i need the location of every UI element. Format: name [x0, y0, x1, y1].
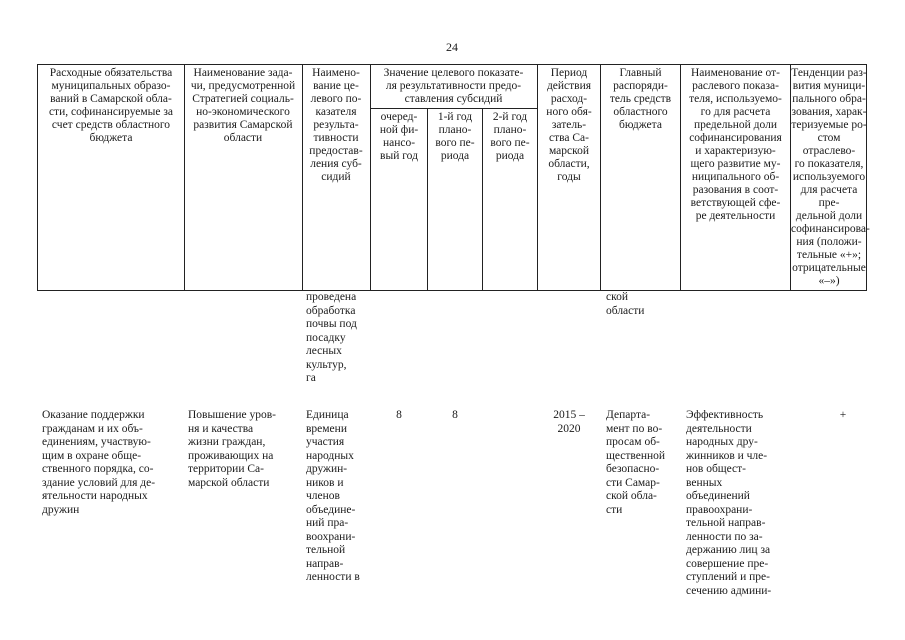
- header-sector-indicator: Наименование от- раслевого показа- теля, используемо- го для расчета предельной доли софинансирования и характеризую- щего развитие му- ниципального об- разования в соот- ветствующей сфе- ре деятельности: [689, 67, 782, 222]
- row-value-current-year: 8: [396, 409, 402, 421]
- header-current-year: очеред- ной фи- нансо- вый год: [379, 111, 419, 162]
- row-administrator: Департа- мент по во- просам об- щественной безопасно- сти Самар- ской обла- сти: [606, 409, 666, 516]
- header-task: Наименование зада- чи, предусмотренной Стратегией социаль- но-экономического развития Самарской области: [190, 67, 296, 144]
- header-second-plan-year: 2-й год плано- вого пе- риода: [490, 111, 530, 162]
- header-obligations: Расходные обязательства муниципальных образо- ваний в Самарской обла- сти, софинансируемые за счет средств областного бюджета: [48, 67, 174, 144]
- header-trend: Тенденции раз- вития муници- пального обра- зования, харак- теризуемые ро- стом отраслево- го показателя, используемого для расчета пре- дельной доли софинансирова- ния (положи- тельные «+»; отрицательные «–»): [791, 67, 870, 287]
- row-value-first-plan-year: 8: [452, 409, 458, 421]
- header-indicator: Наимено- вание це- левого по- казателя результа- тивности предостав- ления суб- сидий: [309, 67, 363, 183]
- row-sector-indicator: Эффективность деятельности народных дру- жинников и чле- нов общест- венных объединений правоохрани- тельной направ- ленности по за- держанию лиц за совершение пре- ступлений и пре- сечению админи-: [686, 409, 772, 597]
- header-first-plan-year: 1-й год плано- вого пе- риода: [435, 111, 475, 162]
- row-obligation: Оказание поддержки гражданам и их объ- единениям, участвую- щим в охране обще- ственного порядка, со- здание условий для де- ятельности народных дружин: [42, 409, 156, 516]
- subheader-line: [370, 108, 537, 109]
- continued-administrator-text: ской области: [606, 291, 645, 317]
- page-number: 24: [446, 40, 458, 54]
- continued-indicator-text: проведена обработка почвы под посадку лесных культур, га: [306, 291, 357, 384]
- header-indicator-values: Значение целевого показате- ля результативности предо- ставления субсидий: [383, 67, 524, 105]
- header-period: Период действия расход- ного обя- затель- ства Са- марской области, годы: [546, 67, 592, 183]
- row-period: 2015 – 2020: [553, 409, 585, 435]
- row-task: Повышение уров- ня и качества жизни граждан, проживающих на территории Са- марской области: [188, 409, 276, 489]
- header-administrator: Главный распоряди- тель средств областного бюджета: [609, 67, 672, 131]
- row-trend: +: [839, 409, 847, 421]
- row-indicator: Единица времени участия народных дружин- ников и членов объедине- ний пра- воохрани- тельной направ- ленности в: [306, 409, 360, 583]
